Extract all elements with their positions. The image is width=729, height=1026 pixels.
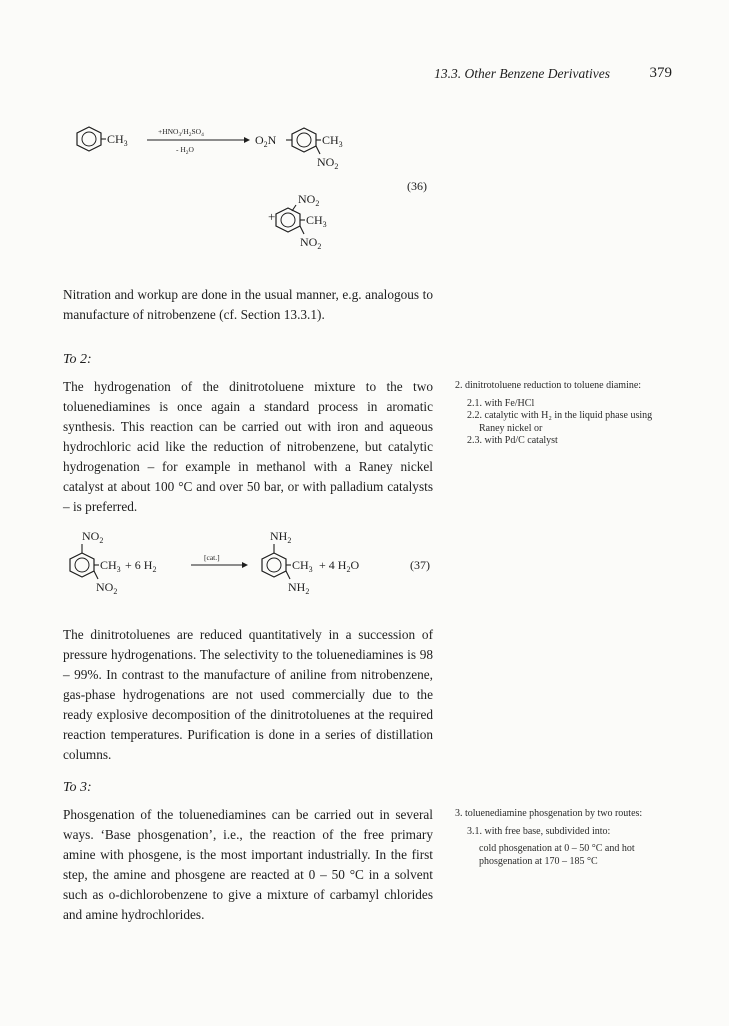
methyl-reactant: $CH_3$ — [100, 558, 121, 574]
arrowhead — [244, 137, 250, 143]
nitro-bottom: $NO_2$ — [96, 580, 118, 596]
methyl-product: $CH_3$ — [292, 558, 313, 574]
nitro-24: $NO_2$ — [317, 155, 339, 171]
margin-note-2-title: 2. dinitrotoluene reduction to toluene diamine: — [455, 380, 642, 391]
toluenediamine-ring — [262, 544, 291, 579]
margin-note-2-item: 2.2. catalytic with H₂ in the liquid phase using Raney nickel or — [467, 410, 653, 434]
paragraph-reduction: The dinitrotoluenes are reduced quantitatively in a succession of pressure hydrogenations. The selectivity to the toluenediamines is 98 – 99%. In contrast to the manufacture of aniline from nitrobenzene, gas-phase hydrogenations are not used commercially due to the ready explosive decomposition of the dinitrotoluenes at the required reaction temperatures. Purification is done in a series of distillation columns. — [63, 627, 433, 762]
nitro-left: $O_2N$ — [255, 133, 277, 149]
paragraph-nitration: Nitration and workup are done in the usual manner, e.g. analogous to manufacture of nitrobenzene (cf. Section 13.3.1). — [63, 287, 433, 322]
equation-number-36: (36) — [407, 179, 427, 193]
amino-bottom: $NH_2$ — [288, 580, 310, 596]
equation-number-37: (37) — [410, 558, 430, 572]
page-number: 379 — [649, 65, 672, 81]
running-header-title: 13.3. Other Benzene Derivatives — [434, 66, 610, 81]
dinitrotoluene-ring-24 — [286, 128, 321, 154]
margin-note-3-item: 3.1. with free base, subdivided into: — [467, 825, 611, 837]
plus-sign: + — [268, 209, 276, 224]
margin-note-3-title: 3. toluenediamine phosgenation by two routes: — [455, 808, 643, 819]
arrowhead — [242, 562, 248, 568]
nitro-26-bottom: $NO_2$ — [300, 235, 322, 251]
heading-to-2: To 2: — [63, 352, 92, 367]
water-product: + 4 $H_2O$ — [319, 558, 360, 574]
nitro-26-top: $NO_2$ — [298, 192, 320, 208]
reaction-scheme-36 — [50, 110, 450, 260]
heading-to-3: To 3: — [63, 780, 92, 795]
reaction-scheme-37 — [60, 528, 440, 603]
water-elimination: - $H_2O$ — [176, 145, 194, 156]
methyl-24: $CH_3$ — [322, 133, 343, 149]
toluene-methyl: $CH_3$ — [107, 132, 128, 148]
margin-note-3-subitem: cold phosgenation at 0 – 50 °C and hot phosgenation at 170 – 185 °C — [479, 843, 635, 867]
catalyst-label: [cat.] — [204, 553, 220, 562]
dinitrotoluene-ring-26 — [276, 205, 305, 234]
toluene-ring — [77, 127, 106, 151]
margin-note-2-item: 2.3. with Pd/C catalyst — [467, 435, 558, 446]
hydrogen-reagent: + 6 $H_2$ — [125, 558, 157, 574]
nitration-reagent: $+HNO_3/H_2SO_4$ — [158, 127, 204, 138]
nitro-top: $NO_2$ — [82, 529, 104, 545]
margin-note-2 — [455, 380, 667, 448]
methyl-26: $CH_3$ — [306, 213, 327, 229]
amino-top: $NH_2$ — [270, 529, 292, 545]
paragraph-phosgenation: Phosgenation of the toluenediamines can be carried out in several ways. ‘Base phosgenation’, i.e., the reaction of the free primary amine with phosgene, is the most important industrially. In the first step, the amine and phosgene are reacted at 0 – 50 °C in a solvent such as o-dichlorobenzene to give a mixture of carbamyl chlorides and amine hydrochlorides. — [63, 807, 433, 922]
paragraph-hydrogenation: The hydrogenation of the dinitrotoluene mixture to the two toluenediamines is once again a standard process in aromatic synthesis. This reaction can be carried out with iron and aqueous hydrochloric acid like the reduction of nitrobenzene, but catalytic hydrogenation – for example in methanol with a Raney nickel catalyst at about 100 °C and over 50 bar, or with palladium catalysts – is preferred. — [63, 379, 433, 514]
dinitrotoluene-ring — [70, 544, 99, 579]
margin-note-3 — [455, 808, 667, 868]
margin-note-2-item: 2.1. with Fe/HCl — [467, 397, 535, 409]
